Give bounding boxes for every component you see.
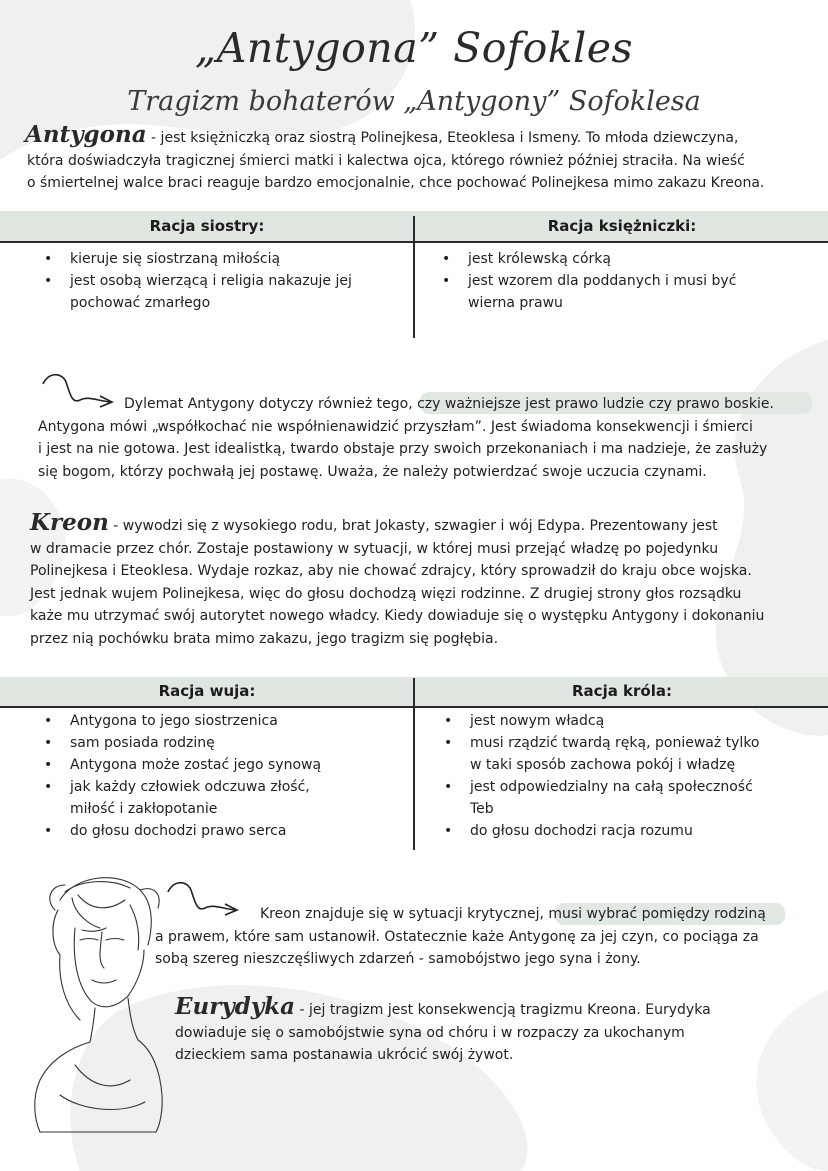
list-item: • jak każdy człowiek odczuwa złość, miłość i zakłopotanie: [40, 776, 350, 820]
list-item: • sam posiada rodzinę: [40, 732, 350, 754]
kreon-line-4: Jest jednak wujem Polinejkesa, więc do głosu dochodzą więzi rodzinne. Z drugiej strony głos rozsądku: [30, 585, 742, 602]
table1-left-list: [40, 248, 380, 314]
kreon-situation-line-3: sobą szereg nieszczęśliwych zdarzeń - samobójstwo jego syna i żony.: [155, 951, 641, 967]
eurydyka-line-3: dzieckiem sama postanawia ukrócić swój żywot.: [175, 1047, 514, 1063]
bullet-icon: •: [44, 735, 53, 751]
page-title: „Antygona” Sofokles: [194, 24, 634, 72]
table2-right-header: Racja króla:: [572, 682, 672, 700]
table2-left-header: Racja wuja:: [158, 682, 256, 700]
kreon-situation-paragraph: [155, 903, 815, 971]
eurydyka-line-2: dowiaduje się o samobójstwie syna od chóru i w rozpaczy za ukochanym: [175, 1024, 685, 1041]
list-item: • kieruje się siostrzaną miłością: [40, 248, 380, 270]
dilemma-paragraph: [38, 393, 823, 483]
greek-bust-illustration: [20, 870, 170, 1135]
list-item: • do głosu dochodzi racja rozumu: [440, 820, 775, 842]
list-item: • Antygona może zostać jego synową: [40, 754, 350, 776]
antygona-line-2: która doświadczyła tragicznej śmierci matki i kalectwa ojca, którego również później straciła. Na wieść: [27, 152, 745, 169]
kreon-name: Kreon: [30, 509, 109, 536]
antygona-intro: [25, 121, 815, 195]
table1-right-list: [438, 248, 768, 314]
table2-left-list: [40, 710, 350, 842]
list-item: • jest wzorem dla poddanych i musi być wierna prawu: [438, 270, 768, 314]
antygona-name: Antygona: [25, 121, 147, 148]
bullet-icon: •: [442, 273, 451, 289]
kreon-line-1: - wywodzi się z wysokiego rodu, brat Jokasty, szwagier i wój Edypa. Prezentowany jest: [108, 518, 718, 534]
bullet-icon: •: [44, 757, 53, 773]
kreon-line-5: każe mu utrzymać swój autorytet nowego władcy. Kiedy dowiaduje się o występku Antygony i dokonaniu: [30, 608, 765, 624]
table1-left-header: Racja siostry:: [149, 217, 265, 235]
kreon-line-3: Polinejkesa i Eteoklesa. Wydaje rozkaz, aby nie chować zdrajcy, który sprowadził do kraju obce wojska.: [30, 563, 752, 579]
bullet-icon: •: [444, 735, 453, 751]
eurydyka-paragraph: [175, 993, 815, 1067]
bullet-icon: •: [44, 823, 53, 839]
bullet-icon: •: [444, 713, 453, 729]
table1-column-divider: [413, 216, 415, 338]
dilemma-line-2: Antygona mówi „współkochać nie współnienawidzić przyszłam”. Jest świadoma konsekwencji i śmierci: [38, 418, 753, 435]
kreon-paragraph: [30, 509, 820, 650]
eurydyka-name: Eurydyka: [175, 993, 296, 1020]
bullet-icon: •: [44, 713, 53, 729]
dilemma-line-4: się bogom, którzy pochwałą jej postawę. Uważa, że należy potwierdzać swoje uczucia czynami.: [38, 463, 707, 480]
bullet-icon: •: [44, 273, 53, 289]
eurydyka-line-1: - jej tragizm jest konsekwencją tragizmu Kreona. Eurydyka: [295, 1002, 711, 1018]
kreon-situation-line-1: Kreon znajduje się w sytuacji krytycznej, musi wybrać pomiędzy rodziną: [260, 906, 766, 922]
kreon-situation-line-2: a prawem, które sam ustanowił. Ostatecznie każe Antygonę za jej czyn, co pociąga za: [155, 928, 759, 945]
bullet-icon: •: [44, 779, 53, 795]
list-item: • do głosu dochodzi prawo serca: [40, 820, 350, 842]
list-item: • Antygona to jego siostrzenica: [40, 710, 350, 732]
kreon-line-2: w dramacie przez chór. Zostaje postawiony w sytuacji, w której musi przejąć władzę po pojedynku: [30, 540, 719, 557]
list-item: • jest osobą wierzącą i religia nakazuje jej pochować zmarłego: [40, 270, 380, 314]
table2-column-divider: [413, 678, 415, 850]
table2-right-list: [440, 710, 775, 842]
list-item: • jest odpowiedzialny na całą społeczność Teb: [440, 776, 775, 820]
list-item: • jest nowym władcą: [440, 710, 775, 732]
dilemma-line-3: i jest na nie gotowa. Jest idealistką, twardo obstaje przy swoich przekonaniach i ma nadzieje, że zasłuży: [38, 441, 768, 457]
bullet-icon: •: [444, 779, 453, 795]
page-subtitle: Tragizm bohaterów „Antygony” Sofoklesa: [127, 86, 701, 117]
kreon-line-6: przez nią pochówku brata mimo zakazu, jego tragizm się pogłębia.: [30, 630, 499, 647]
bullet-icon: •: [444, 823, 453, 839]
antygona-line-3: o śmiertelnej walce braci reaguje bardzo emocjonalnie, chce pochować Polinejkesa mimo zakazu Kreona.: [27, 175, 765, 191]
list-item: • jest królewską córką: [438, 248, 768, 270]
list-item: • musi rządzić twardą ręką, ponieważ tylko w taki sposób zachowa pokój i władzę: [440, 732, 775, 776]
table1-right-header: Racja księżniczki:: [547, 217, 697, 235]
bullet-icon: •: [44, 251, 53, 267]
antygona-line-1: - jest księżniczką oraz siostrą Polinejkesa, Eteoklesa i Ismeny. To młoda dziewczyna,: [146, 130, 739, 146]
dilemma-line-1: Dylemat Antygony dotyczy również tego, czy ważniejsze jest prawo ludzie czy prawo boskie.: [124, 396, 774, 412]
bullet-icon: •: [442, 251, 451, 267]
